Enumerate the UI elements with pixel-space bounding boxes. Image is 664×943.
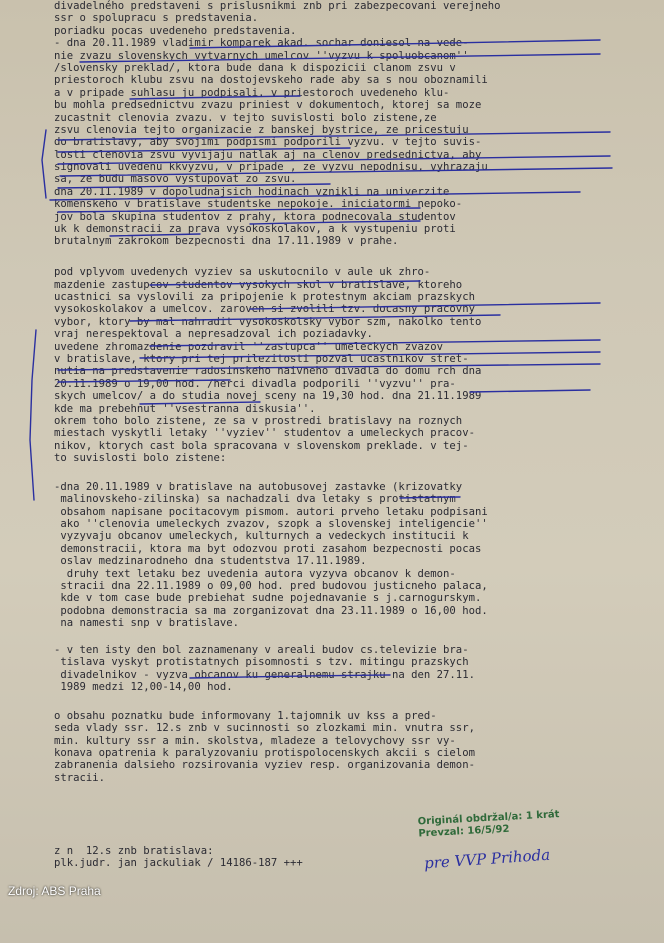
document-line: zabranenia dalsieho rozsirovania vyziev resp. organizovania demon- xyxy=(54,759,475,772)
document-line: priestoroch klubu zsvu na dostojevskeho rade aby sa s nou oboznamili xyxy=(54,74,488,87)
document-line: nutia na predstavenie radosinskeho naivneho divadla do domu rch dna xyxy=(54,365,482,378)
underline-mark xyxy=(58,132,610,140)
document-line: vysokoskolakov a umelcov. zaroven si zvolili tzv. docasny pracovny xyxy=(54,303,475,316)
document-line: nikov, ktorych cast bola spracovana v slovenskom preklade. v tej- xyxy=(54,439,469,452)
document-line: vraj nerespektoval a nepresadzoval ich poziadavky. xyxy=(54,328,373,341)
document-line: zucastnit clenovia zvazu. v tejto suvislosti bolo zistene,ze xyxy=(54,111,437,124)
document-line: -dna 20.11.1989 v bratislave na autobusovej zastavke (krizovatky xyxy=(54,480,463,493)
document-line: 20.11.1989 o 19,00 hod. /herci divadla podporili ''vyzvu'' pra- xyxy=(54,377,456,390)
underline-mark xyxy=(400,497,460,498)
document-line: ako ''clenovia umeleckych zvazov, szopk a slovenskej inteligencie'' xyxy=(54,518,488,531)
document-footer xyxy=(54,845,414,870)
document-line: sa, ze budu masovo vystupovat zo zsvu. xyxy=(54,173,297,186)
document-line: divadelnikov - vyzva obcanov ku generalnemu strajku na den 27.11. xyxy=(54,668,475,681)
underline-mark xyxy=(150,281,420,285)
document-line: druhy text letaku bez uvedenia autora vyzyva obcanov k demon- xyxy=(54,567,456,580)
document-line: do bratislavy, aby svojimi podpismi podporili vyzvu. v tejto suvis- xyxy=(54,136,482,149)
underline-mark xyxy=(190,40,600,48)
margin-bracket xyxy=(30,330,36,500)
margin-bracket xyxy=(42,130,46,198)
document-line: ucastnici sa vyslovili za pripojenie k protestnym akciam prazskych xyxy=(54,290,475,303)
underline-mark xyxy=(130,315,500,321)
document-line: oslav medzinarodneho dna studentstva 17.11.1989. xyxy=(54,555,367,568)
footer-line: z n 12.s znb bratislava: xyxy=(54,845,214,857)
document-line: podobna demonstracia sa ma zorganizovat dna 23.11.1989 o 16,00 hod. xyxy=(54,604,488,617)
document-line: divadelného predstaveni s prislusnikmi znb pri zabezpecovani verejneho xyxy=(54,0,501,12)
document-line: malinovskeho-zilinska) sa nachadzali dva letaky s protistatnym xyxy=(54,493,456,506)
document-line: v bratislave, ktory pri tej prilezitosti pozval ucastnikov stret- xyxy=(54,352,469,365)
document-line: jov bola skupina studentov z prahy, ktora podnecovala studentov xyxy=(54,210,456,223)
document-line: obsahom napisane pocitacovym pismom. autori prveho letaku podpisani xyxy=(54,505,488,518)
document-line: mazdenie zastupcov studentov vysokych skol v bratislave, ktoreho xyxy=(54,278,463,291)
underline-mark xyxy=(140,352,600,358)
underline-mark xyxy=(110,234,200,236)
document-line: vyzyvaju obcanov umeleckych, kulturnych a vedeckych institucii k xyxy=(54,530,469,543)
underline-mark xyxy=(80,54,600,62)
document-line: kde v tom case bude prebiehat sudne pojednavanie s j.carnogurskym. xyxy=(54,592,482,605)
document-line: nie zvazu slovenskych vytvarnych umelcov ''vyzvu k spoluobcanom'' xyxy=(54,49,469,62)
underline-mark xyxy=(58,380,230,382)
document-line: losti clenovia zsvu vyvijaju natlak aj na clenov predsednictva, aby xyxy=(54,148,482,161)
handwritten-note: pre VVP Prihoda xyxy=(423,845,551,873)
underline-mark xyxy=(250,303,600,309)
document-line: demonstracii, ktora ma byt odozvou proti zasahom bezpecnosti pocas xyxy=(54,542,482,555)
underline-mark xyxy=(130,96,300,99)
document-line: miestach vyskytli letaky ''vyziev'' studentov a umeleckych pracov- xyxy=(54,427,475,440)
underline-mark xyxy=(58,184,330,188)
document-line: min. kultury ssr a min. skolstva, mladeze a telovychovy ssr vy- xyxy=(54,734,456,747)
stamp-line: Prevzal: 16/5/92 xyxy=(418,823,510,840)
document-line: o obsahu poznatku bude informovany 1.tajomnik uv kss a pred- xyxy=(54,709,437,722)
document-line: okrem toho bolo zistene, ze sa v prostredi bratislavy na roznych xyxy=(54,414,463,427)
document-line: - v ten isty den bol zaznamenany v areali budov cs.televizie bra- xyxy=(54,643,469,656)
underline-mark xyxy=(250,221,420,224)
document-line: na namesti snp v bratislave. xyxy=(54,617,239,630)
document-line: 1989 medzi 12,00-14,00 hod. xyxy=(54,681,233,694)
footer-line: plk.judr. jan jackuliak / 14186-187 +++ xyxy=(54,857,303,870)
underline-mark xyxy=(58,208,420,212)
underline-mark xyxy=(58,148,350,152)
document-line: vybor, ktory by mal nahradit vysokoskolsky vybor szm, nakolko tento xyxy=(54,315,482,328)
document-line: skych umelcov/ a do studia novej sceny na 19,30 hod. dna 21.11.1989 xyxy=(54,390,482,403)
source-caption: Zdroj: ABS Praha xyxy=(8,884,101,898)
document-line: a v pripade suhlasu ju podpisali. v priestoroch uvedeneho klu- xyxy=(54,86,450,99)
underline-mark xyxy=(58,156,610,164)
document-line: - dna 20.11.1989 vladimir komparek akad. sochar doniesol na vede- xyxy=(54,37,469,50)
underline-mark xyxy=(50,192,580,200)
strike-mark xyxy=(470,390,590,392)
document-line: dna 20.11.1989 v dopoludnajsich hodinach vznikli na univerzite xyxy=(54,185,450,198)
document-line: seda vlady ssr. 12.s znb v sucinnosti so zlozkami min. vnutra ssr, xyxy=(54,722,475,735)
document-line: tislava vyskyt protistatnych pisomnosti s tzv. mitingu prazskych xyxy=(54,656,469,669)
document-line: zsvu clenovia tejto organizacie z banskej bystrice, ze pricestuju xyxy=(54,123,469,136)
document-line: signovali uvedenu kkvyzvu, v pripade , ze vyzvu nepodnisu, vyhrazaju xyxy=(54,161,488,174)
document-line: konava opatrenia k paralyzovaniu protispolocenskych akcii s cielom xyxy=(54,747,475,760)
document-line: to suvislosti bolo zistene: xyxy=(54,452,227,465)
document-line: komenskeho v bratislave studentske nepokoje. iniciatormi nepoko- xyxy=(54,198,463,211)
underline-mark xyxy=(190,675,390,678)
document-line: bu mohla predsednictvu zvazu priniest v dokumentoch, ktorej sa moze xyxy=(54,99,482,112)
underline-mark xyxy=(60,168,612,176)
document-line: stracii dna 22.11.1989 o 09,00 hod. pred budovou justicneho palaca, xyxy=(54,579,488,592)
document-line: poriadku pocas uvedeneho predstavenia. xyxy=(54,24,297,37)
underline-mark xyxy=(58,364,600,370)
document-line: uk k demonstracii za prava vysokoskolakov, a k vystupeniu proti xyxy=(54,223,456,236)
document-line: stracii. xyxy=(54,771,106,784)
underline-mark xyxy=(150,340,600,346)
document-line: pod vplyvom uvedenych vyziev sa uskutocnilo v aule uk zhro- xyxy=(54,266,431,279)
stamp-line: Originál obdržal/a: 1 krát xyxy=(417,809,560,828)
underline-mark xyxy=(140,402,260,404)
document-line: brutalnym zakrokom bezpecnosti dna 17.11.1989 v prahe. xyxy=(54,235,399,248)
document-line: /slovensky preklad/, ktora bude dana k dispozicii clanom zsvu v xyxy=(54,61,456,74)
document-line: ssr o spolupracu s predstavenia. xyxy=(54,12,259,25)
document-line: kde ma prebehnut ''vsestranna diskusia''. xyxy=(54,402,316,415)
document-line: uvedene zhromazdenie pozdravil ''zastupca'' umeleckych zvazov xyxy=(54,340,444,353)
